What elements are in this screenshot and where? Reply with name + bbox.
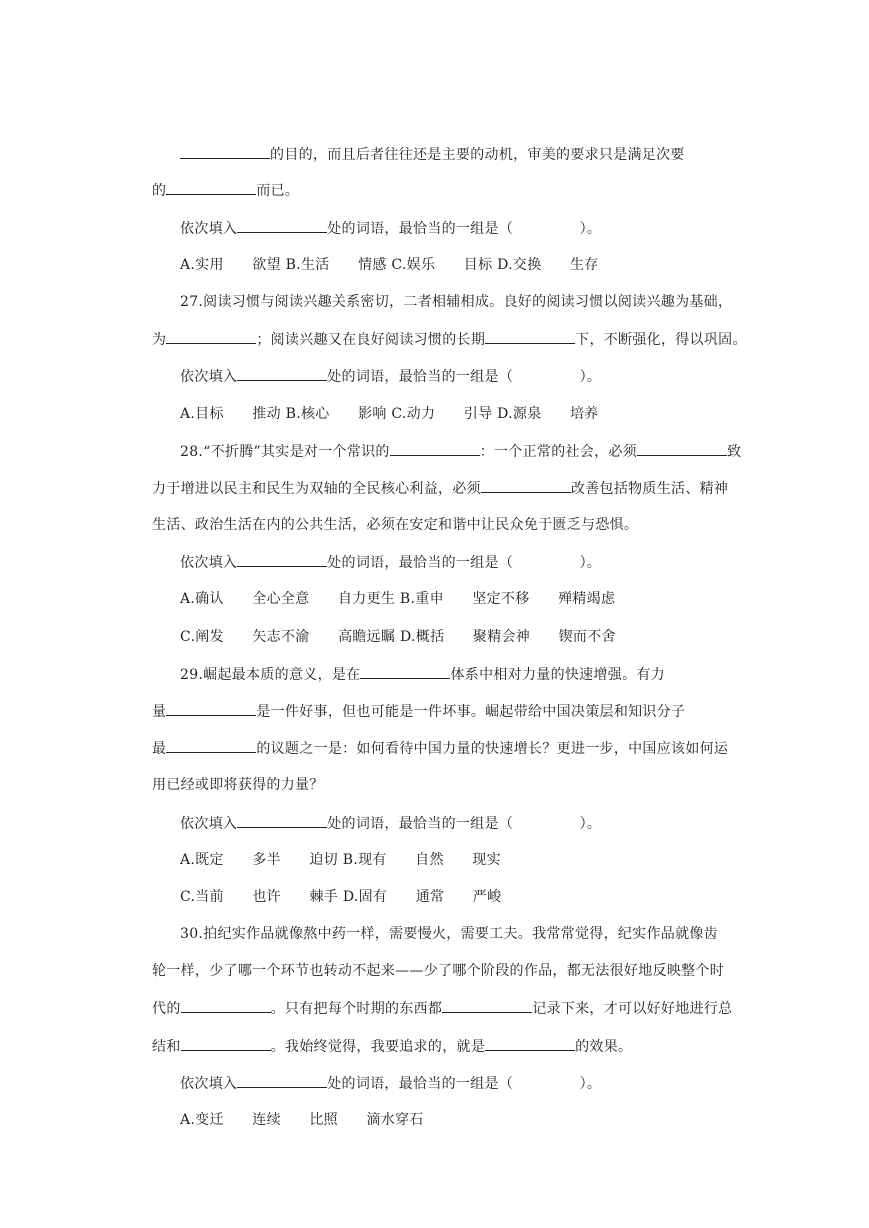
fill-blank [237,552,327,567]
line-text: 依次填入 [180,221,238,237]
line-text: 生活、政治生活在内的公共生活，必须在安定和谐中让民众免于匮乏与恐惧。 [152,517,639,533]
line-text: 处的词语，最恰当的一组是（ ）。 [327,221,602,237]
line-text: 是一件好事，但也可能是一件坏事。崛起带给中国决策层和知识分子 [256,704,686,720]
options-text: A.目标 推动 B.核心 影响 C.动力 引导 D.源泉 培养 [180,406,599,422]
fill-blank [485,329,575,344]
line-text: 依次填入 [180,555,238,571]
options-text: C.阐发 矢志不渝 高瞻远瞩 D.概括 聚精会神 锲而不舍 [180,629,616,645]
fill-blank [181,998,271,1013]
line-text: 最 [152,741,167,757]
line-text: 为 [152,332,167,348]
options-text: A.既定 多半 迫切 B.现有 自然 现实 [180,852,501,868]
line-text: 的议题之一是：如何看待中国力量的快速增长？更进一步，中国应该如何运 [256,741,729,757]
fill-blank [166,738,256,753]
line-text: 30.拍纪实作品就像熬中药一样，需要慢火，需要工夫。我常常觉得，纪实作品就像齿 [180,926,718,942]
fill-blank [237,813,327,828]
answer-options [161,1090,424,1150]
fill-blank [485,1036,575,1051]
line-text: 力于增进以民主和民生为双轴的全民核心利益，必须 [152,481,481,497]
line-text: 27.阅读习惯与阅读兴趣关系密切，二者相辅相成。良好的阅读习惯以阅读兴趣为基础， [180,294,733,310]
line-text: 29.崛起最本质的意义，是在 [180,667,361,683]
line-text: 代的 [152,1001,181,1017]
line-text: 的效果。 [575,1039,633,1055]
options-text: C.当前 也许 棘手 D.固有 通常 严峻 [180,889,502,905]
line-text: 依次填入 [180,1076,238,1092]
line-text: ；阅读兴趣又在良好阅读习惯的长期 [256,332,486,348]
fill-blank [637,441,727,456]
line-text: 的目的，而且后者往往还是主要的动机，审美的要求只是满足次要 [270,147,685,163]
fill-blank [237,1073,327,1088]
line-text: ：一个正常的社会，必须 [479,444,638,460]
line-text: 轮一样，少了哪一个环节也转动不起来——少了哪个阶段的作品，都无法很好地反映整个时 [152,963,725,979]
line-text: 。我始终觉得，我要追求的，就是 [270,1039,486,1055]
line-text: 处的词语，最恰当的一组是（ ）。 [327,555,602,571]
line-text: 依次填入 [180,816,238,832]
fill-blank [166,180,256,195]
line-text: 。只有把每个时期的东西都 [270,1001,443,1017]
fill-blank [442,998,532,1013]
fill-blank [481,478,571,493]
line-text: 量 [152,704,167,720]
options-text: A.实用 欲望 B.生活 情感 C.娱乐 目标 D.交换 生存 [180,257,599,273]
fill-blank [360,664,450,679]
line-text: 结和 [152,1039,181,1055]
line-text: 的 [152,183,167,199]
fill-blank [166,329,256,344]
line-text: 处的词语，最恰当的一组是（ ）。 [327,369,602,385]
line-text: 致 [727,444,742,460]
fill-blank [237,366,327,381]
line-text: 处的词语，最恰当的一组是（ ）。 [327,1076,602,1092]
line-text: 体系中相对力量的快速增强。有力 [450,667,665,683]
line-text: 下，不断强化，得以巩固。 [575,332,747,348]
fill-blank [180,144,270,159]
options-text: A.变迁 连续 比照 滴水穿石 [180,1112,424,1128]
fill-blank [166,701,256,716]
line-text: 依次填入 [180,369,238,385]
line-text: 改善包括物质生活、精神 [570,481,729,497]
fill-blank [237,218,327,233]
line-text: 记录下来，才可以好好地进行总 [532,1001,733,1017]
options-text: A.确认 全心全意 自力更生 B.重申 坚定不移 殚精竭虑 [180,591,616,607]
fill-blank [390,441,480,456]
line-text: 处的词语，最恰当的一组是（ ）。 [327,816,602,832]
line-text: 用已经或即将获得的力量？ [152,777,324,793]
line-text: 而已。 [256,183,300,199]
fill-blank [181,1036,271,1051]
line-text: 28.“不折腾”其实是对一个常识的 [180,444,390,460]
